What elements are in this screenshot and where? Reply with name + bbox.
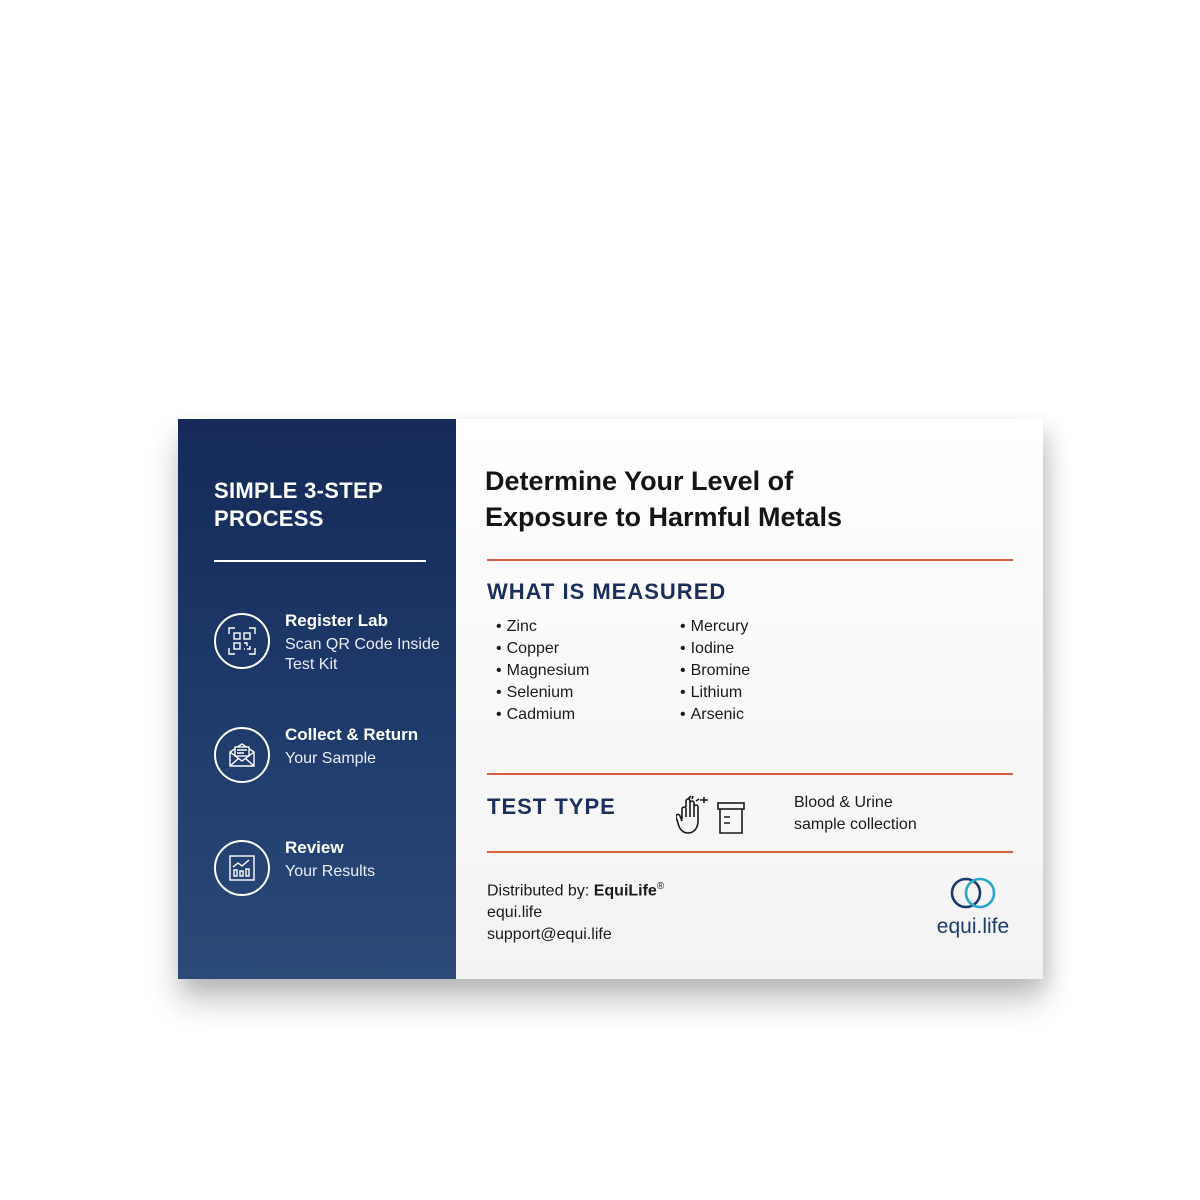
logo-rings-icon [950, 875, 996, 911]
step-collect-return [214, 727, 454, 791]
distributed-by [487, 876, 664, 902]
info-area [456, 419, 1043, 979]
step-review [214, 840, 454, 904]
divider-middle [487, 773, 1013, 775]
step-register-lab [214, 613, 454, 677]
step-collect-title: Collect & Return [285, 725, 419, 744]
list-item: • Selenium [496, 682, 589, 704]
test-type-line-2: sample collection [794, 816, 917, 833]
headline [485, 463, 1025, 535]
list-item: • Copper [496, 638, 589, 660]
divider-bottom [487, 851, 1013, 853]
list-item: • Mercury [680, 616, 750, 638]
list-item: • Cadmium [496, 704, 589, 726]
divider-top [487, 559, 1013, 561]
measured-heading: WHAT IS MEASURED [487, 579, 727, 604]
list-item: • Arsenic [680, 704, 750, 726]
step-collect-subtitle: Your Sample [285, 750, 377, 767]
test-type-heading: TEST TYPE [487, 794, 616, 819]
process-panel [178, 419, 456, 979]
headline-line-2: Exposure to Harmful Metals [485, 502, 843, 532]
equilife-logo [928, 875, 1018, 945]
blood-urine-sample-icon [676, 795, 750, 837]
metals-list-1 [496, 616, 589, 726]
logo-text: equi.life [936, 915, 1010, 938]
list-item: • Lithium [680, 682, 750, 704]
step-register-subtitle: Scan QR Code Inside Test Kit [285, 636, 440, 673]
test-kit-box [178, 419, 1043, 979]
test-type-line-1: Blood & Urine [794, 794, 893, 811]
distributed-label: Distributed by: [487, 882, 590, 900]
list-item: • Zinc [496, 616, 589, 638]
website: equi.life [487, 904, 543, 922]
process-title: SIMPLE 3-STEP PROCESS [214, 478, 383, 531]
distributor-info [487, 876, 664, 946]
list-item: • Iodine [680, 638, 750, 660]
qr-code-icon [214, 613, 270, 669]
metals-list-2 [680, 616, 750, 726]
list-item: • Magnesium [496, 660, 589, 682]
process-divider [214, 560, 426, 562]
test-type-description [794, 792, 917, 836]
support-email: support@equi.life [487, 926, 612, 944]
envelope-icon [214, 727, 270, 783]
results-chart-icon [214, 840, 270, 896]
registered-mark: ® [656, 881, 665, 892]
step-review-subtitle: Your Results [285, 863, 376, 880]
step-register-title: Register Lab [285, 611, 388, 630]
list-item: • Bromine [680, 660, 750, 682]
step-review-title: Review [285, 838, 344, 857]
headline-line-1: Determine Your Level of [485, 466, 794, 496]
distributor-brand: EquiLife [593, 882, 657, 900]
